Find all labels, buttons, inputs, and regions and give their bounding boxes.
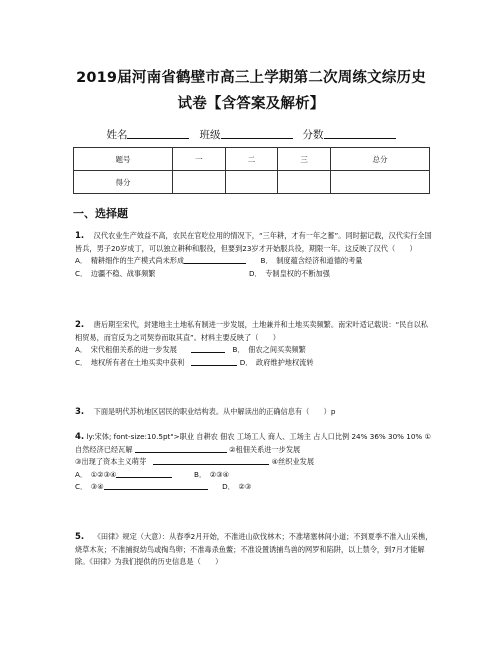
score-blank[interactable]	[324, 128, 396, 139]
option-c: C． ③④	[75, 482, 104, 492]
score-cell[interactable]	[278, 171, 331, 194]
option-a: A． 宋代租佃关系的进一步发展	[75, 345, 177, 355]
section-title: 一、选择题	[73, 207, 128, 220]
option-1: ① 自然经济已经瓦解	[75, 432, 431, 454]
answer-underline	[153, 456, 269, 465]
score-table-header: 题号	[74, 148, 173, 171]
score-table-header: 二	[225, 148, 278, 171]
option-d: D． 政府维护地权流转	[239, 357, 314, 367]
score-cell[interactable]	[225, 171, 278, 194]
option-d: D． ②③	[222, 482, 252, 492]
question-text: 《田律》规定（大意）：从春季2月开始，不准进山砍伐林木；不准堵塞林间小道；不到夏季不准入山采樵，烧草木灰；不准捕捉幼鸟或掏鸟卵；不准毒杀鱼鳖；不准设置诱捕鸟兽的网罗和陷阱，以上禁令，到7月才能解除。《田律》为我们提供的历史信息是（ ）	[75, 532, 433, 567]
question-5	[75, 531, 435, 569]
exam-title-line2: 试卷【含答案及解析】	[177, 96, 325, 112]
score-table-header: 总分	[330, 148, 429, 171]
class-blank[interactable]	[221, 128, 293, 139]
question-number: 3.	[75, 407, 85, 417]
option-a: A． 精耕细作的生产模式尚未形成	[75, 256, 185, 266]
score-table-header: 三	[278, 148, 331, 171]
answer-underline	[184, 255, 246, 264]
answer-underline	[191, 357, 237, 366]
option-d: D． 专制皇权的不断加强	[248, 268, 330, 278]
question-number: 4.	[75, 432, 85, 442]
question-4	[75, 431, 435, 494]
question-text: 汉代农业生产效益不高，农民在官吃位用的情况下，“三年耕，才有一年之蓄”。同时据记载，汉代实行全国皆兵，男子20岁成丁，可以独立耕种和服役，但要到23岁才开始服兵役，期限一年。这反映了汉代（ ）	[75, 231, 432, 253]
answer-underline	[116, 469, 172, 478]
score-table	[73, 147, 430, 194]
option-c: C． 地权所有者在土地买卖中获利	[75, 357, 185, 367]
option-c: C． 边疆不稳、战事频繁	[75, 268, 156, 278]
score-label: 分数	[302, 129, 324, 141]
score-cell[interactable]	[330, 171, 429, 194]
exam-title-line1: 2019届河南省鹤壁市高三上学期第二次周练文综历史	[76, 70, 426, 86]
student-info-line	[0, 127, 502, 142]
question-text: 下面是明代苏杭地区居民的职业结构表。从中解读出的正确信息有（ ）p	[93, 407, 336, 416]
question-2	[75, 319, 435, 369]
question-number: 2.	[75, 320, 85, 330]
option-a: A． ①②③④	[75, 469, 117, 479]
question-number: 5.	[75, 532, 85, 542]
answer-underline	[135, 444, 227, 453]
name-label: 姓名	[106, 129, 128, 141]
option-4: ④丝织业发展	[271, 457, 315, 467]
score-row-label: 得分	[74, 171, 173, 194]
answer-underline	[191, 344, 225, 353]
option-b: B． 制度蕴含经济和道德的考量	[260, 256, 363, 266]
question-text: 唐后期至宋代，封建地主土地私有制进一步发展，土地兼并和土地买卖频繁。南宋叶适记载说：“民自以私相贸易，而官反为之司契券而取其直”。材料主要反映了（ ）	[75, 320, 428, 342]
question-3	[75, 406, 435, 419]
option-2: ②租佃关系进一步发展	[229, 444, 301, 454]
option-3: ③出现了资本主义萌芽	[75, 457, 147, 467]
option-b: B． ②③④	[194, 469, 230, 479]
option-b: B． 佃农之间买卖频繁	[232, 345, 306, 355]
score-cell[interactable]	[173, 171, 226, 194]
question-text: ly:宋体; font-size:10.5pt">职业 自耕农 佃农 工场工人 商人、工场主 占人口比例 24% 36% 30% 10%	[86, 432, 423, 441]
question-1	[75, 230, 435, 280]
name-blank[interactable]	[127, 128, 189, 139]
question-number: 1.	[75, 231, 85, 241]
class-label: 班级	[199, 129, 221, 141]
answer-underline	[104, 481, 208, 490]
score-table-header: 一	[173, 148, 226, 171]
